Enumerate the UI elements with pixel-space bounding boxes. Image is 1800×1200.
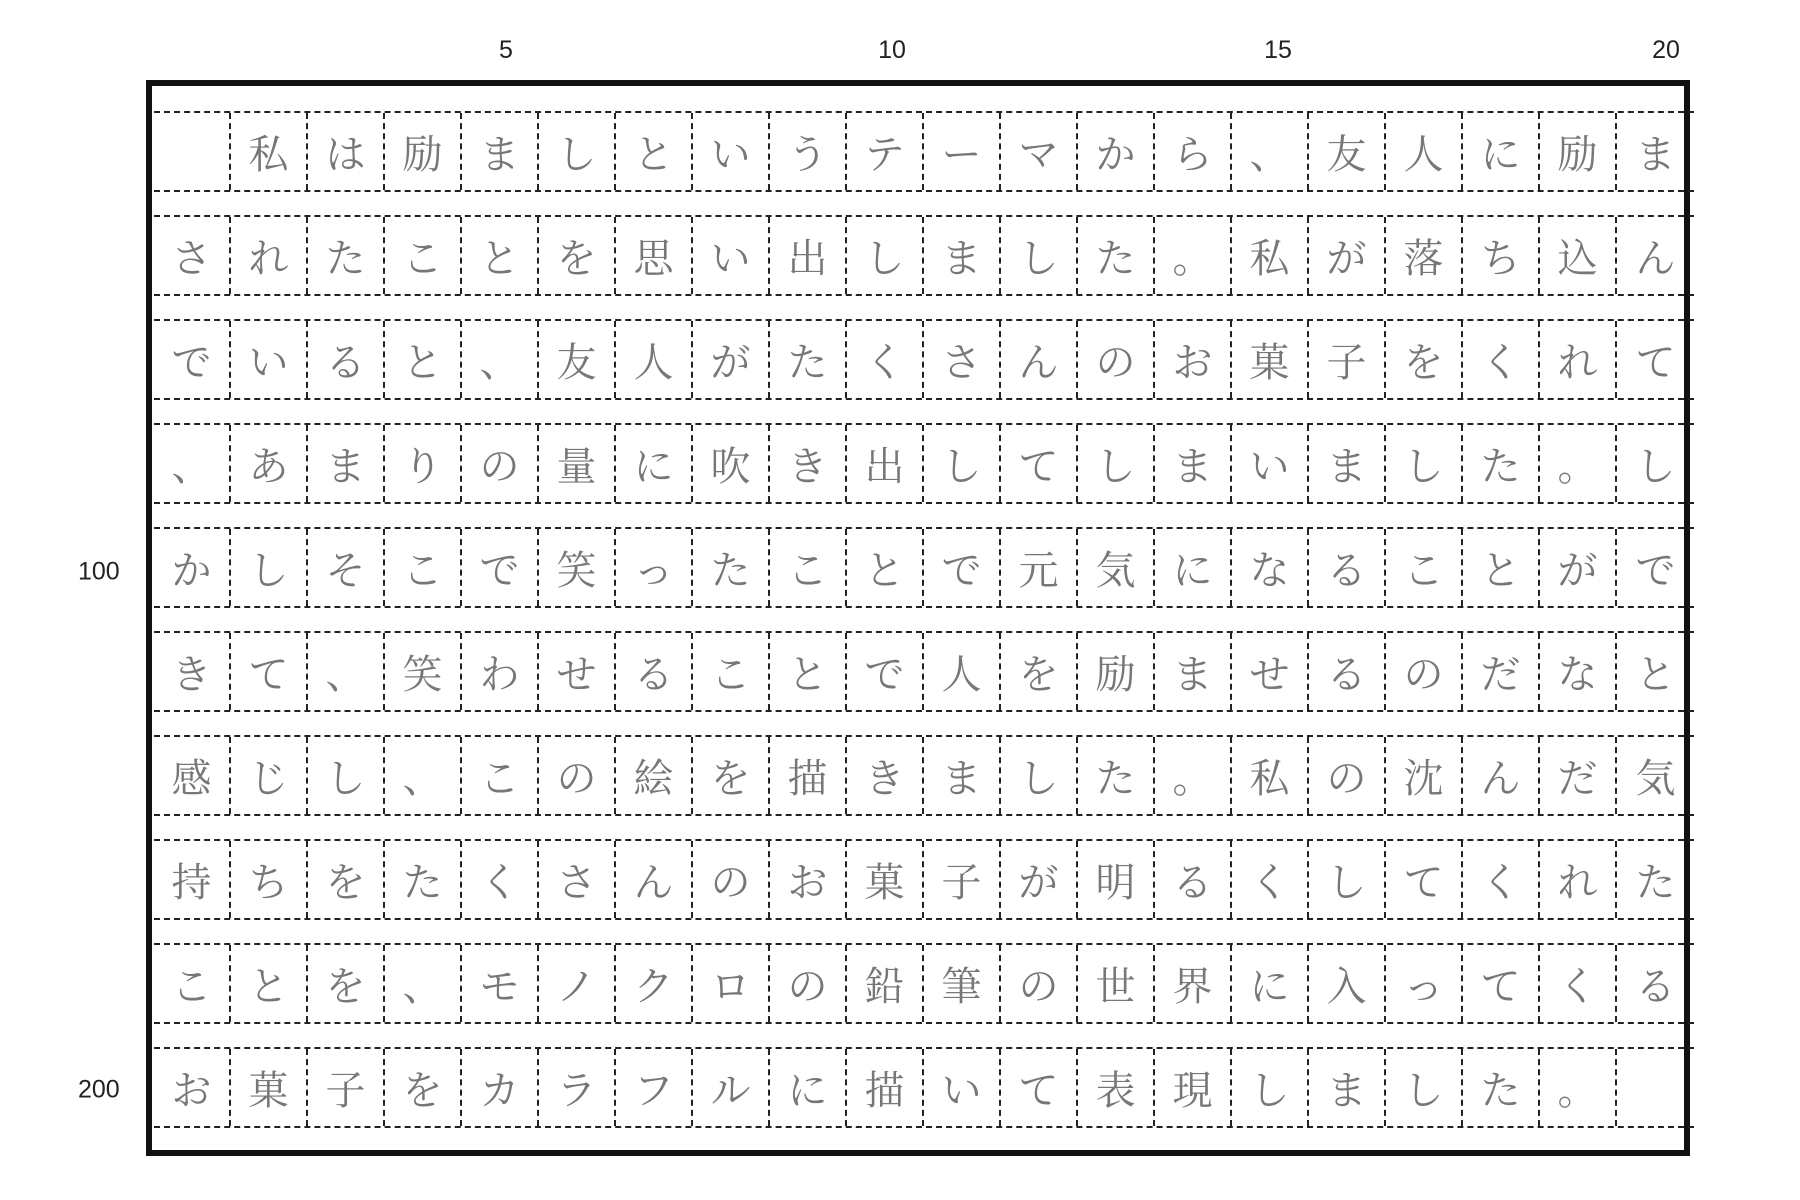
manuscript-cell: ま [924, 737, 1001, 814]
manuscript-cell: し [1309, 841, 1386, 918]
manuscript-cell: と [847, 529, 924, 606]
manuscript-cell: し [1386, 1049, 1463, 1126]
manuscript-cell: を [308, 945, 385, 1022]
manuscript-cell: 、 [385, 737, 462, 814]
column-number-5: 5 [499, 36, 513, 64]
manuscript-cell: を [308, 841, 385, 918]
manuscript-cell: 友 [539, 321, 616, 398]
manuscript-cell: お [770, 841, 847, 918]
manuscript-cell: 界 [1155, 945, 1232, 1022]
manuscript-cell: て [1001, 425, 1078, 502]
manuscript-cell: く [1232, 841, 1309, 918]
manuscript-cell: 、 [385, 945, 462, 1022]
manuscript-cell [1617, 1049, 1694, 1126]
manuscript-cell: か [1078, 113, 1155, 190]
manuscript-cell: あ [231, 425, 308, 502]
manuscript-cell: た [770, 321, 847, 398]
manuscript-cell: 子 [924, 841, 1001, 918]
manuscript-cell: 励 [1540, 113, 1617, 190]
manuscript-cell: 子 [1309, 321, 1386, 398]
manuscript-cell: て [231, 633, 308, 710]
manuscript-cell: し [539, 113, 616, 190]
manuscript-cell: れ [1540, 321, 1617, 398]
manuscript-cell: で [462, 529, 539, 606]
manuscript-cell: が [693, 321, 770, 398]
manuscript-cell: を [539, 217, 616, 294]
manuscript-cell: き [154, 633, 231, 710]
manuscript-cell: 友 [1309, 113, 1386, 190]
manuscript-cell: 沈 [1386, 737, 1463, 814]
manuscript-cell: モ [462, 945, 539, 1022]
manuscript-cell: だ [1463, 633, 1540, 710]
manuscript-cell: た [1635, 860, 1676, 906]
manuscript-cell: 、 [154, 425, 231, 502]
manuscript-cell: 気 [1635, 756, 1676, 802]
manuscript-cell: せ [539, 633, 616, 710]
manuscript-cell: 私 [1232, 737, 1309, 814]
manuscript-cell: て [1463, 945, 1540, 1022]
manuscript-cell: し [924, 425, 1001, 502]
manuscript-cell: さ [539, 841, 616, 918]
manuscript-cell: テ [847, 113, 924, 190]
manuscript-cell: ー [924, 113, 1001, 190]
manuscript-cell: と [616, 113, 693, 190]
manuscript-cell: 、 [462, 321, 539, 398]
manuscript-cell: ま [308, 425, 385, 502]
manuscript-cell: た [1463, 425, 1540, 502]
manuscript-cell: 落 [1386, 217, 1463, 294]
manuscript-cell: せ [1232, 633, 1309, 710]
manuscript-cell: っ [1386, 945, 1463, 1022]
manuscript-cell: れ [1540, 841, 1617, 918]
manuscript-cell: か [154, 529, 231, 606]
manuscript-cell: る [1309, 633, 1386, 710]
manuscript-cell: ん [616, 841, 693, 918]
manuscript-cell: ま [462, 113, 539, 190]
manuscript-cell: ま [1635, 132, 1676, 178]
manuscript-row [154, 319, 1694, 400]
manuscript-cell: た [1078, 737, 1155, 814]
manuscript-cell: う [770, 113, 847, 190]
manuscript-row [154, 1047, 1694, 1128]
manuscript-cell: た [693, 529, 770, 606]
manuscript-cell: 表 [1078, 1049, 1155, 1126]
manuscript-cell: さ [154, 217, 231, 294]
manuscript-cell: る [1155, 841, 1232, 918]
manuscript-cell: 。 [1155, 217, 1232, 294]
manuscript-cell: る [1309, 529, 1386, 606]
manuscript-cell: に [770, 1049, 847, 1126]
manuscript-cell: は [308, 113, 385, 190]
manuscript-cell: ん [1635, 236, 1676, 282]
manuscript-cell: 菓 [1232, 321, 1309, 398]
manuscript-cell: い [693, 217, 770, 294]
manuscript-cell: た [1463, 1049, 1540, 1126]
manuscript-cell: と [1635, 652, 1676, 698]
manuscript-cell: て [1001, 1049, 1078, 1126]
manuscript-cell: い [231, 321, 308, 398]
manuscript-cell: さ [924, 321, 1001, 398]
manuscript-cell: ノ [539, 945, 616, 1022]
manuscript-cell: し [1386, 425, 1463, 502]
manuscript-cell: 現 [1155, 1049, 1232, 1126]
manuscript-cell: が [1309, 217, 1386, 294]
manuscript-cell: の [539, 737, 616, 814]
manuscript-cell: に [1232, 945, 1309, 1022]
manuscript-cell: 絵 [616, 737, 693, 814]
manuscript-cell: の [462, 425, 539, 502]
manuscript-cell: 吹 [693, 425, 770, 502]
manuscript-cell: で [924, 529, 1001, 606]
manuscript-row [154, 215, 1694, 296]
manuscript-cell: 気 [1078, 529, 1155, 606]
manuscript-cell: 私 [231, 113, 308, 190]
manuscript-cell: 出 [847, 425, 924, 502]
manuscript-cell: く [1463, 321, 1540, 398]
manuscript-cell: く [847, 321, 924, 398]
manuscript-cell: カ [462, 1049, 539, 1126]
manuscript-cell: っ [616, 529, 693, 606]
manuscript-cell: と [770, 633, 847, 710]
manuscript-cell: ク [616, 945, 693, 1022]
manuscript-cell: し [231, 529, 308, 606]
manuscript-cell: そ [308, 529, 385, 606]
row-number-100: 100 [78, 557, 120, 586]
row-number-200: 200 [78, 1075, 120, 1104]
manuscript-cell: な [1540, 633, 1617, 710]
manuscript-cell: こ [385, 529, 462, 606]
manuscript-cell: 入 [1309, 945, 1386, 1022]
manuscript-sheet [146, 80, 1690, 1156]
manuscript-cell: ま [1309, 1049, 1386, 1126]
manuscript-cell: ん [1001, 321, 1078, 398]
manuscript-cell: を [693, 737, 770, 814]
manuscript-cell: が [1540, 529, 1617, 606]
manuscript-cell: で [847, 633, 924, 710]
manuscript-cell: る [616, 633, 693, 710]
manuscript-cell: い [1232, 425, 1309, 502]
manuscript-cell: の [693, 841, 770, 918]
manuscript-cell: ま [1155, 425, 1232, 502]
manuscript-cell: を [385, 1049, 462, 1126]
manuscript-cell: 。 [1540, 425, 1617, 502]
manuscript-row [154, 631, 1694, 712]
manuscript-cell: に [1155, 529, 1232, 606]
manuscript-row [154, 111, 1694, 192]
manuscript-cell: く [1463, 841, 1540, 918]
manuscript-cell: し [1001, 217, 1078, 294]
column-number-20: 20 [1652, 36, 1680, 64]
manuscript-cell: し [308, 737, 385, 814]
manuscript-cell: た [1078, 217, 1155, 294]
manuscript-cell: れ [231, 217, 308, 294]
manuscript-cell: こ [385, 217, 462, 294]
manuscript-cell: 人 [1386, 113, 1463, 190]
manuscript-cell: 、 [308, 633, 385, 710]
manuscript-cell: の [1001, 945, 1078, 1022]
manuscript-row [154, 943, 1694, 1024]
manuscript-cell: き [770, 425, 847, 502]
manuscript-cell: 人 [924, 633, 1001, 710]
manuscript-cell: 菓 [231, 1049, 308, 1126]
column-number-15: 15 [1264, 36, 1292, 64]
manuscript-cell: ん [1463, 737, 1540, 814]
manuscript-cell: ル [693, 1049, 770, 1126]
manuscript-cell: る [308, 321, 385, 398]
manuscript-cell: ま [1155, 633, 1232, 710]
manuscript-cell: お [154, 1049, 231, 1126]
manuscript-cell: 感 [154, 737, 231, 814]
manuscript-cell: し [1001, 737, 1078, 814]
manuscript-cell: で [154, 321, 231, 398]
manuscript-cell: ロ [693, 945, 770, 1022]
manuscript-cell: 明 [1078, 841, 1155, 918]
manuscript-cell: が [1001, 841, 1078, 918]
manuscript-cell: く [462, 841, 539, 918]
manuscript-cell: し [1635, 444, 1676, 490]
manuscript-cell: で [1635, 548, 1676, 594]
manuscript-cell: お [1155, 321, 1232, 398]
manuscript-row [154, 423, 1694, 504]
manuscript-cell: を [1386, 321, 1463, 398]
manuscript-cell: い [924, 1049, 1001, 1126]
manuscript-cell: て [1386, 841, 1463, 918]
manuscript-cell [154, 113, 231, 190]
manuscript-cell: に [1463, 113, 1540, 190]
manuscript-row [154, 527, 1694, 608]
manuscript-cell: ち [1463, 217, 1540, 294]
manuscript-cell: の [1386, 633, 1463, 710]
manuscript-cell: 鉛 [847, 945, 924, 1022]
manuscript-cell: 込 [1540, 217, 1617, 294]
manuscript-cell: い [693, 113, 770, 190]
manuscript-cell: ラ [539, 1049, 616, 1126]
manuscript-cell: 子 [308, 1049, 385, 1126]
manuscript-cell: 。 [1540, 1049, 1617, 1126]
manuscript-cell: 笑 [539, 529, 616, 606]
manuscript-cell: と [231, 945, 308, 1022]
manuscript-cell: 思 [616, 217, 693, 294]
manuscript-cell: ち [231, 841, 308, 918]
manuscript-cell: 出 [770, 217, 847, 294]
manuscript-cell: と [1463, 529, 1540, 606]
manuscript-cell: と [385, 321, 462, 398]
manuscript-cell: 。 [1155, 737, 1232, 814]
manuscript-cell: し [1078, 425, 1155, 502]
column-number-10: 10 [878, 36, 906, 64]
manuscript-cell: 世 [1078, 945, 1155, 1022]
manuscript-cell: じ [231, 737, 308, 814]
manuscript-cell: わ [462, 633, 539, 710]
manuscript-cell: し [1232, 1049, 1309, 1126]
manuscript-cell: 菓 [847, 841, 924, 918]
manuscript-cell: て [1635, 340, 1676, 386]
manuscript-cell: 、 [1232, 113, 1309, 190]
manuscript-cell: こ [462, 737, 539, 814]
manuscript-cell: こ [154, 945, 231, 1022]
manuscript-cell: 励 [1078, 633, 1155, 710]
manuscript-cell: こ [1386, 529, 1463, 606]
manuscript-cell: こ [693, 633, 770, 710]
manuscript-cell: ま [924, 217, 1001, 294]
manuscript-cell: を [1001, 633, 1078, 710]
manuscript-cell: る [1635, 964, 1676, 1010]
manuscript-cell: く [1540, 945, 1617, 1022]
manuscript-cell: こ [770, 529, 847, 606]
manuscript-cell: 人 [616, 321, 693, 398]
manuscript-cell: た [308, 217, 385, 294]
manuscript-cell: り [385, 425, 462, 502]
manuscript-cell: の [1309, 737, 1386, 814]
manuscript-cell: き [847, 737, 924, 814]
manuscript-cell: 筆 [924, 945, 1001, 1022]
manuscript-cell: だ [1540, 737, 1617, 814]
manuscript-row [154, 735, 1694, 816]
manuscript-cell: 笑 [385, 633, 462, 710]
manuscript-cell: の [1078, 321, 1155, 398]
manuscript-cell: マ [1001, 113, 1078, 190]
manuscript-row [154, 839, 1694, 920]
manuscript-cell: ら [1155, 113, 1232, 190]
manuscript-cell: に [616, 425, 693, 502]
manuscript-cell: た [385, 841, 462, 918]
manuscript-cell: 励 [385, 113, 462, 190]
manuscript-cell: ま [1309, 425, 1386, 502]
manuscript-cell: な [1232, 529, 1309, 606]
manuscript-cell: と [462, 217, 539, 294]
manuscript-cell: 量 [539, 425, 616, 502]
manuscript-cell: 私 [1232, 217, 1309, 294]
manuscript-cell: 持 [154, 841, 231, 918]
manuscript-cell: 元 [1001, 529, 1078, 606]
manuscript-cell: 描 [770, 737, 847, 814]
manuscript-cell: の [770, 945, 847, 1022]
manuscript-cell: し [847, 217, 924, 294]
manuscript-cell: 描 [847, 1049, 924, 1126]
manuscript-cell: フ [616, 1049, 693, 1126]
